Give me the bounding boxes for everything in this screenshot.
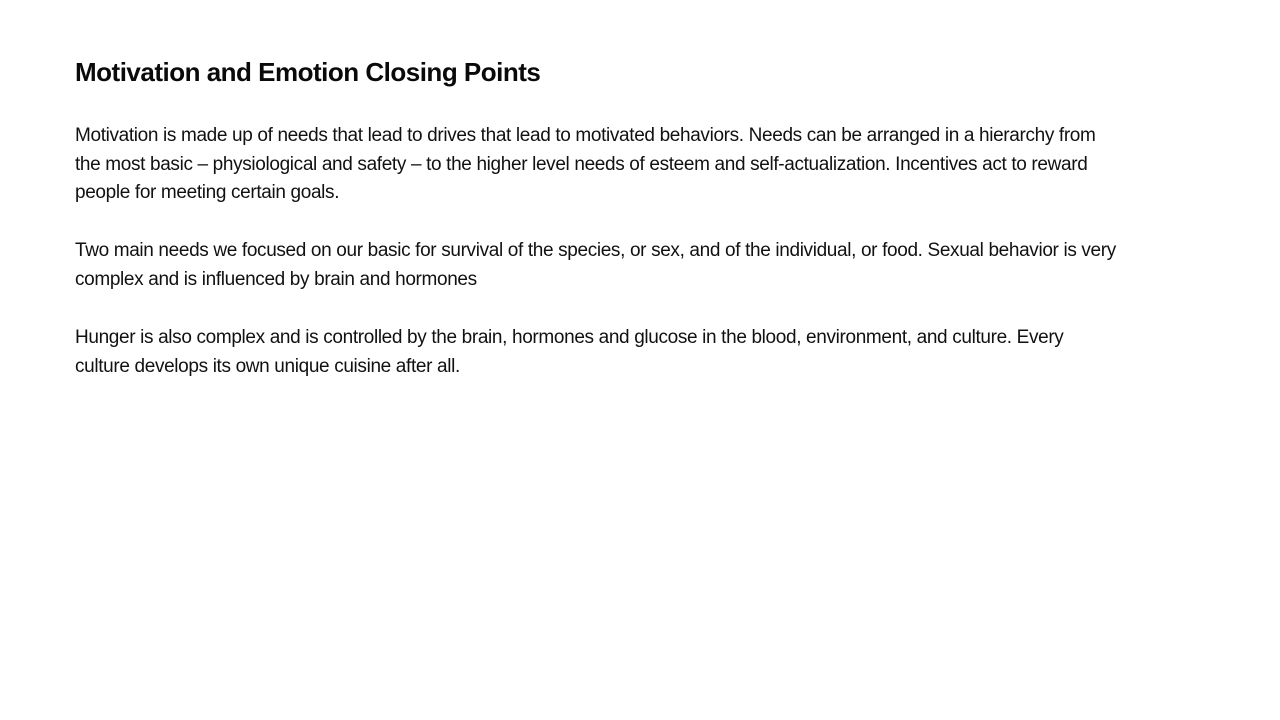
paragraph-line: Two main needs we focused on our basic for survival of the species, or sex, and of the individual, or food. Sexual behavior is very [75, 240, 1116, 261]
paragraph-needs [75, 237, 1190, 294]
paragraph-motivation [75, 122, 1190, 208]
paragraph-line: culture develops its own unique cuisine after all. [75, 355, 460, 377]
slide-title: Motivation and Emotion Closing Points [75, 57, 541, 87]
paragraph-line: the most basic – physiological and safety – to the higher level needs of esteem and self-actualization. Incentives act to reward [75, 153, 1088, 175]
paragraph-line: Motivation is made up of needs that lead to drives that lead to motivated behaviors. Needs can be arranged in a hierarchy from [75, 125, 1096, 146]
paragraph-line: complex and is influenced by brain and hormones [75, 268, 477, 290]
paragraph-line: Hunger is also complex and is controlled by the brain, hormones and glucose in the blood, environment, and culture. Every [75, 327, 1064, 348]
paragraph-line: people for meeting certain goals. [75, 182, 340, 203]
paragraph-hunger [75, 324, 1190, 381]
